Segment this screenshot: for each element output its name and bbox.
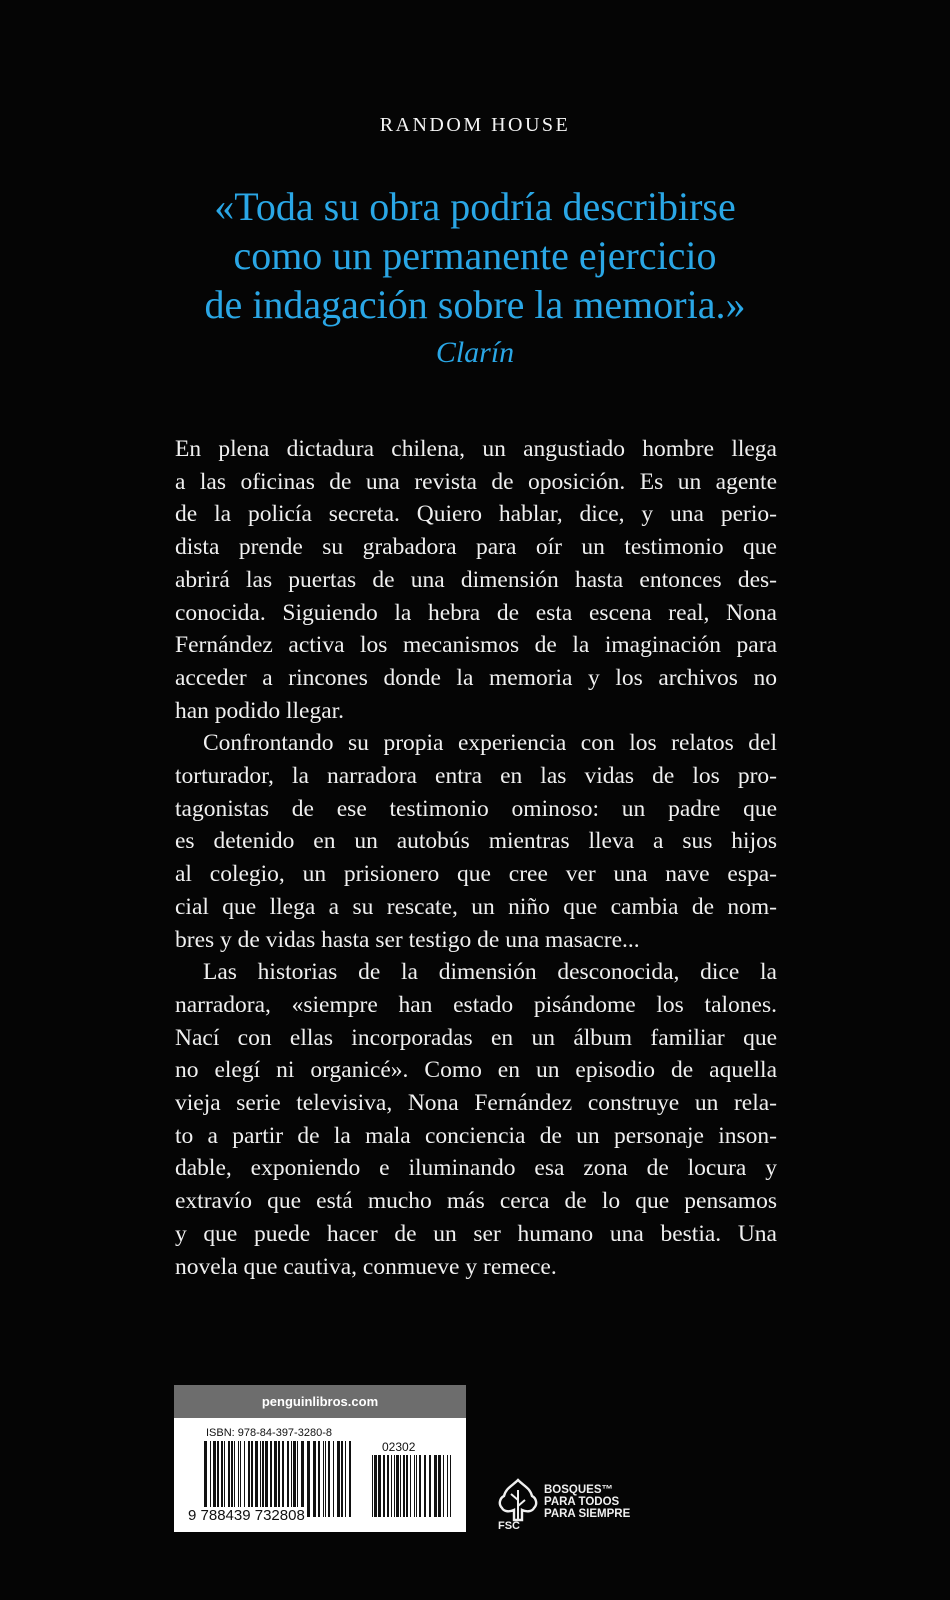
blurb-line: cial que llega a su rescate, un niño que cambia de nom- bbox=[175, 893, 777, 920]
blurb-line: Fernández activa los mecanismos de la imaginación para bbox=[175, 632, 777, 659]
publisher-imprint: RANDOM HOUSE bbox=[379, 114, 571, 136]
barcode-digits bbox=[188, 1507, 305, 1524]
fsc-label: FSC bbox=[498, 1520, 520, 1532]
blurb-line: vieja serie televisiva, Nona Fernández construye un rela- bbox=[175, 1090, 777, 1117]
fsc-tagline-line: PARA TODOS bbox=[544, 1496, 620, 1508]
blurb-line: En plena dictadura chilena, un angustiado hombre llega bbox=[175, 436, 777, 462]
quote-line: de indagación sobre la memoria.» bbox=[204, 282, 746, 327]
blurb-line: Las historias de la dimensión desconocida, dice la bbox=[203, 959, 777, 986]
blurb-line: to a partir de la mala conciencia de un personaje inson- bbox=[175, 1122, 777, 1149]
blurb-line: no elegí ni organicé». Como en un episodio de aquella bbox=[175, 1057, 777, 1084]
blurb-line: dable, exponiendo e iluminando esa zona de locura y bbox=[175, 1155, 777, 1182]
blurb-line: extravío que está mucho más cerca de lo que pensamos bbox=[175, 1188, 777, 1215]
blurb-line: y que puede hacer de un ser humano una bestia. Una bbox=[175, 1220, 777, 1247]
blurb-line: tagonistas de ese testimonio ominoso: un padre que bbox=[175, 795, 777, 822]
pull-quote bbox=[0, 182, 950, 329]
quote-line: como un permanente ejercicio bbox=[233, 233, 717, 278]
barcode-addon-icon bbox=[372, 1455, 452, 1517]
blurb-line: abrirá las puertas de una dimensión hasta entonces des- bbox=[175, 566, 777, 593]
barcode-icon bbox=[204, 1441, 354, 1517]
blurb-line: torturador, la narradora entra en las vidas de los pro- bbox=[175, 763, 777, 790]
publisher-website: penguinlibros.com bbox=[174, 1385, 466, 1418]
blurb-line: acceder a rincones donde la memoria y los archivos no bbox=[175, 664, 777, 691]
blurb-line: conocida. Siguiendo la hebra de esta escena real, Nona bbox=[175, 599, 777, 626]
barcode-box bbox=[174, 1385, 466, 1532]
quote-line: «Toda su obra podría describirse bbox=[214, 184, 736, 229]
fsc-tagline bbox=[544, 1484, 630, 1520]
blurb-line: Confrontando su propia experiencia con los relatos del bbox=[203, 730, 777, 757]
book-blurb bbox=[175, 433, 777, 1283]
blurb-line: dista prende su grabadora para oír un testimonio que bbox=[175, 534, 777, 561]
blurb-line: a las oficinas de una revista de oposición. Es un agente bbox=[175, 468, 777, 495]
fsc-tagline-line: PARA SIEMPRE bbox=[544, 1508, 631, 1520]
blurb-line: es detenido en un autobús mientras lleva a sus hijos bbox=[175, 828, 777, 855]
isbn-label: ISBN: 978-84-397-3280-8 bbox=[206, 1427, 332, 1439]
blurb-line: narradora, «siempre han estado pisándome los talones. bbox=[175, 991, 777, 1018]
blurb-line: han podido llegar. bbox=[175, 697, 345, 724]
blurb-line: Nací con ellas incorporadas en un álbum familiar que bbox=[175, 1024, 777, 1051]
blurb-line: bres y de vidas hasta ser testigo de una masacre... bbox=[175, 926, 640, 953]
blurb-line: de la policía secreta. Quiero hablar, dice, y una perio- bbox=[175, 501, 777, 528]
barcode-digits-text: 9 788439 732808 bbox=[188, 1507, 305, 1524]
blurb-line: novela que cautiva, conmueve y remece. bbox=[175, 1253, 557, 1280]
fsc-tagline-line: BOSQUES™ bbox=[544, 1484, 614, 1496]
quote-source: Clarín bbox=[435, 336, 515, 369]
blurb-line: al colegio, un prisionero que cree ver una nave espa- bbox=[175, 861, 777, 888]
barcode-addon-number: 02302 bbox=[382, 1440, 416, 1454]
